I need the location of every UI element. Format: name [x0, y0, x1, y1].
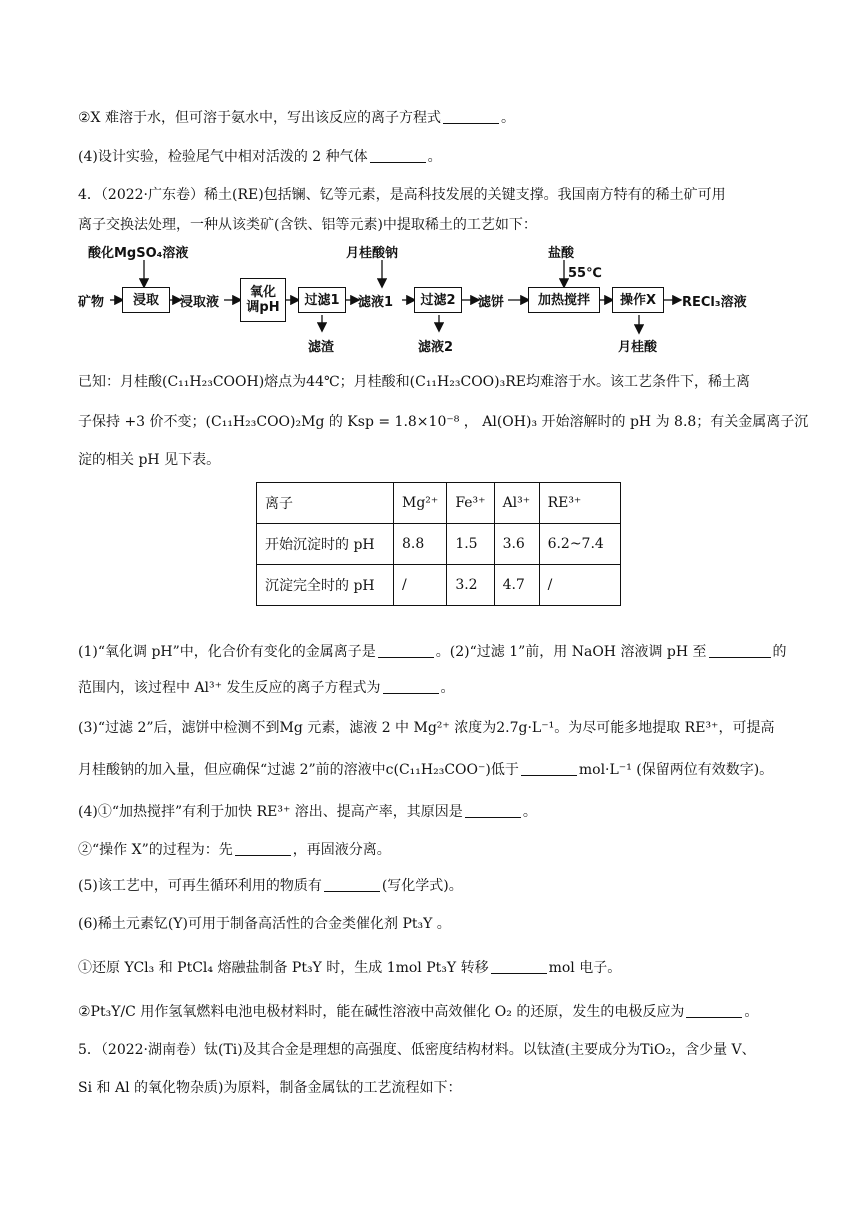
text: ②X 难溶于水，但可溶于氨水中，写出该反应的离子方程式: [78, 110, 441, 126]
table-cell: /: [539, 565, 620, 606]
text: (4)设计实验，检验尾气中相对活泼的 2 种气体: [78, 149, 368, 165]
question-line: [78, 958, 621, 978]
table-header-cell: Fe³⁺: [447, 483, 494, 524]
answer-blank[interactable]: [443, 109, 499, 124]
question-5-text: Si 和 Al 的氧化物杂质)为原料，制备金属钛的工艺流程如下：: [78, 1080, 462, 1096]
flow-leachate: 浸取液: [180, 295, 220, 310]
table-row: [257, 565, 621, 606]
text: 的: [772, 644, 787, 660]
answer-blank[interactable]: [370, 148, 426, 163]
text: ②“操作 X”的过程为：先: [78, 842, 233, 858]
step-leaching: 浸取: [122, 287, 170, 313]
question-line: [78, 802, 537, 822]
reagent-acidified-mgso4: 酸化MgSO₄溶液: [88, 246, 189, 261]
question-line: [78, 678, 455, 698]
table-header-cell: RE³⁺: [539, 483, 620, 524]
table-cell: /: [394, 565, 447, 606]
known-line-3: 淀的相关 pH 见下表。: [78, 452, 221, 468]
table-cell: 4.7: [494, 565, 539, 606]
text: ，再固液分离。: [292, 842, 391, 858]
text: (5)该工艺中，可再生循环利用的物质有: [78, 878, 322, 894]
flow-start-ore: 矿物: [78, 295, 105, 310]
text: mol 电子。: [548, 960, 622, 976]
text: 。: [427, 149, 442, 165]
table-cell: 1.5: [447, 524, 494, 565]
text: 。: [744, 1004, 759, 1020]
table-cell: 6.2~7.4: [539, 524, 620, 565]
output-filtrate-2: 滤液2: [418, 340, 454, 355]
table-row: [257, 524, 621, 565]
step-oxidize-adjust-ph: [240, 278, 286, 322]
text: (1)“氧化调 pH”中，化合价有变化的金属离子是: [78, 644, 376, 660]
text: ①还原 YCl₃ 和 PtCl₄ 熔融盐制备 Pt₃Y 时，生成 1mol Pt₃Y 转移: [78, 960, 489, 976]
table-header-row: [257, 483, 621, 524]
answer-blank[interactable]: [378, 643, 434, 658]
question-line: [78, 108, 515, 128]
text: 月桂酸钠的加入量，但应确保“过滤 2”前的溶液中c(C₁₁H₂₃COO⁻)低于: [78, 762, 519, 778]
text: 。: [500, 110, 515, 126]
text: 。(2)“过滤 1”前，用 NaOH 溶液调 pH 至: [435, 644, 707, 660]
question-line: [78, 642, 787, 662]
answer-blank[interactable]: [465, 803, 521, 818]
flow-filtrate-1: 滤液1: [358, 295, 394, 310]
question-4-header: 4．（2022·广东卷）稀土(RE)包括镧、钇等元素，是高科技发展的关键支撑。我国南方特有的稀土矿可用: [78, 187, 726, 203]
question-line: [78, 760, 773, 780]
table-header-cell: Al³⁺: [494, 483, 539, 524]
step-operation-x: 操作X: [612, 287, 664, 313]
output-lauric-acid: 月桂酸: [618, 340, 658, 355]
known-line-1: 已知：月桂酸(C₁₁H₂₃COOH)熔点为44℃；月桂酸和(C₁₁H₂₃COO)₃RE均难溶于水。该工艺条件下，稀土离: [78, 374, 750, 390]
question-line: (3)“过滤 2”后，滤饼中检测不到Mg 元素，滤液 2 中 Mg²⁺ 浓度为2.7g·L⁻¹。为尽可能多地提取 RE³⁺，可提高: [78, 720, 775, 736]
answer-blank[interactable]: [235, 841, 291, 856]
flow-filter-cake: 滤饼: [478, 295, 505, 310]
table-cell: 8.8: [394, 524, 447, 565]
text: (写化学式)。: [381, 878, 463, 894]
question-line: [78, 1002, 758, 1022]
step-label: 氧化: [249, 285, 276, 300]
known-line-2: 子保持 +3 价不变；(C₁₁H₂₃COO)₂Mg 的 Ksp = 1.8×10⁻⁸ ， Al(OH)₃ 开始溶解时的 pH 为 8.8；有关金属离子沉: [78, 414, 809, 430]
flow-product-recl3: RECl₃溶液: [682, 295, 747, 310]
text: 。: [440, 680, 455, 696]
reagent-sodium-laurate: 月桂酸钠: [346, 246, 399, 261]
process-flow-diagram: [78, 240, 778, 360]
question-line: (6)稀土元素钇(Y)可用于制备高活性的合金类催化剂 Pt₃Y 。: [78, 916, 451, 932]
question-4-text: 离子交换法处理，一种从该类矿(含铁、铝等元素)中提取稀土的工艺如下：: [78, 217, 537, 233]
step-filter-1: 过滤1: [298, 287, 346, 313]
answer-blank[interactable]: [686, 1003, 742, 1018]
text: ②Pt₃Y/C 用作氢氧燃料电池电极材料时，能在碱性溶液中高效催化 O₂ 的还原，发生的电极反应为: [78, 1004, 685, 1020]
question-5-header: 5．（2022·湖南卷）钛(Ti)及其合金是理想的高强度、低密度结构材料。以钛渣(主要成分为TiO₂，含少量 V、: [78, 1042, 756, 1058]
step-filter-2: 过滤2: [414, 287, 462, 313]
text: mol·L⁻¹ (保留两位有效数字)。: [578, 762, 774, 778]
step-heat-stir: 加热搅拌: [528, 287, 600, 313]
output-residue: 滤渣: [308, 340, 335, 355]
question-line: [78, 840, 391, 860]
question-line: [78, 147, 442, 167]
question-line: [78, 876, 463, 896]
temperature-label: 55℃: [568, 266, 602, 281]
ion-ph-table: [256, 482, 621, 606]
answer-blank[interactable]: [324, 877, 380, 892]
answer-blank[interactable]: [491, 959, 547, 974]
table-cell: 3.6: [494, 524, 539, 565]
table-cell: 开始沉淀时的 pH: [257, 524, 394, 565]
answer-blank[interactable]: [521, 761, 577, 776]
text: (4)①“加热搅拌”有利于加快 RE³⁺ 溶出、提高产率，其原因是: [78, 804, 463, 820]
table-cell: 沉淀完全时的 pH: [257, 565, 394, 606]
text: 范围内，该过程中 Al³⁺ 发生反应的离子方程式为: [78, 680, 381, 696]
answer-blank[interactable]: [383, 679, 439, 694]
table-cell: 3.2: [447, 565, 494, 606]
table-header-cell: Mg²⁺: [394, 483, 447, 524]
table-header-cell: 离子: [257, 483, 394, 524]
reagent-hydrochloric-acid: 盐酸: [548, 246, 575, 261]
answer-blank[interactable]: [709, 643, 771, 658]
step-label: 调pH: [246, 300, 280, 315]
text: 。: [522, 804, 537, 820]
